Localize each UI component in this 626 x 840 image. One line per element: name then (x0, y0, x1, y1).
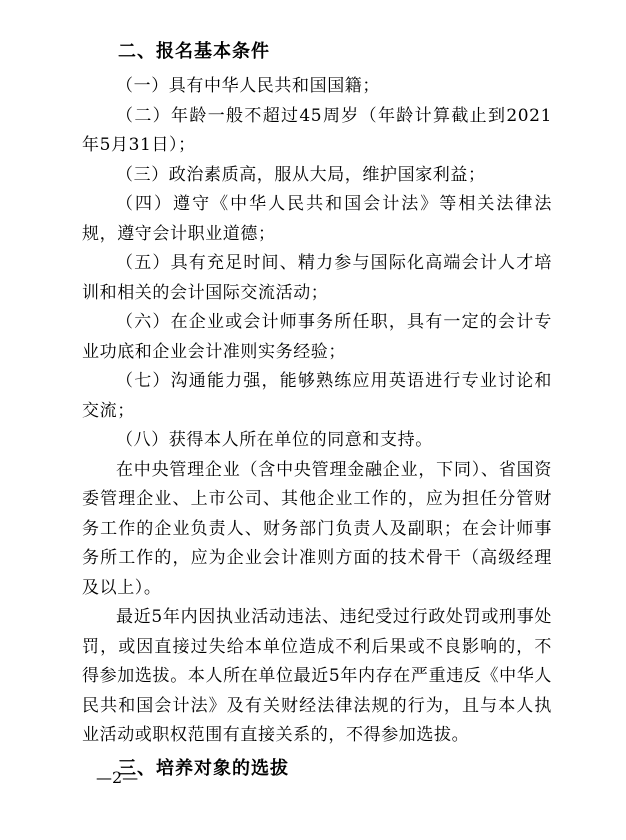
condition-item-7: （七）沟通能力强，能够熟练应用英语进行专业讨论和交流； (82, 371, 552, 421)
condition-item-6: （六）在企业或会计师事务所任职，具有一定的会计专业功底和企业会计准则实务经验； (82, 312, 552, 362)
condition-item-2: （二）年龄一般不超过45周岁（年龄计算截止到2021年5月31日）； (82, 105, 552, 155)
condition-item-5: （五）具有充足时间、精力参与国际化高端会计人才培训和相关的会计国际交流活动； (82, 253, 552, 303)
page-number: —2— (96, 768, 139, 787)
body-paragraph-2: 最近5年内因执业活动违法、违纪受过行政处罚或刑事处罚，或因直接过失给本单位造成不利后果或不良影响的，不得参加选拔。本人所在单位最近5年内存在严重违反《中华人民共和国会计法》及有关财经法律法规的行为，且与本人执业活动或职权范围有直接关系的，不得参加选拔。 (82, 607, 552, 745)
section-heading: 二、报名基本条件 (118, 41, 270, 62)
next-section-heading: 三、培养对象的选拔 (118, 757, 289, 779)
page-content (82, 38, 552, 783)
body-paragraph-1: 在中央管理企业（含中央管理金融企业，下同）、省国资委管理企业、上市公司、其他企业工作的，应为担任分管财务工作的企业负责人、财务部门负责人及副职；在会计师事务所工作的，应为企业会计准则方面的技术骨干（高级经理及以上）。 (82, 459, 552, 598)
condition-item-3: （三）政治素质高，服从大局，维护国家利益； (116, 164, 486, 185)
condition-item-4: （四）遵守《中华人民共和国会计法》等相关法律法规，遵守会计职业道德； (82, 194, 552, 244)
condition-item-1: （一）具有中华人民共和国国籍； (116, 76, 380, 96)
condition-item-8: （八）获得本人所在单位的同意和支持。 (116, 430, 433, 450)
